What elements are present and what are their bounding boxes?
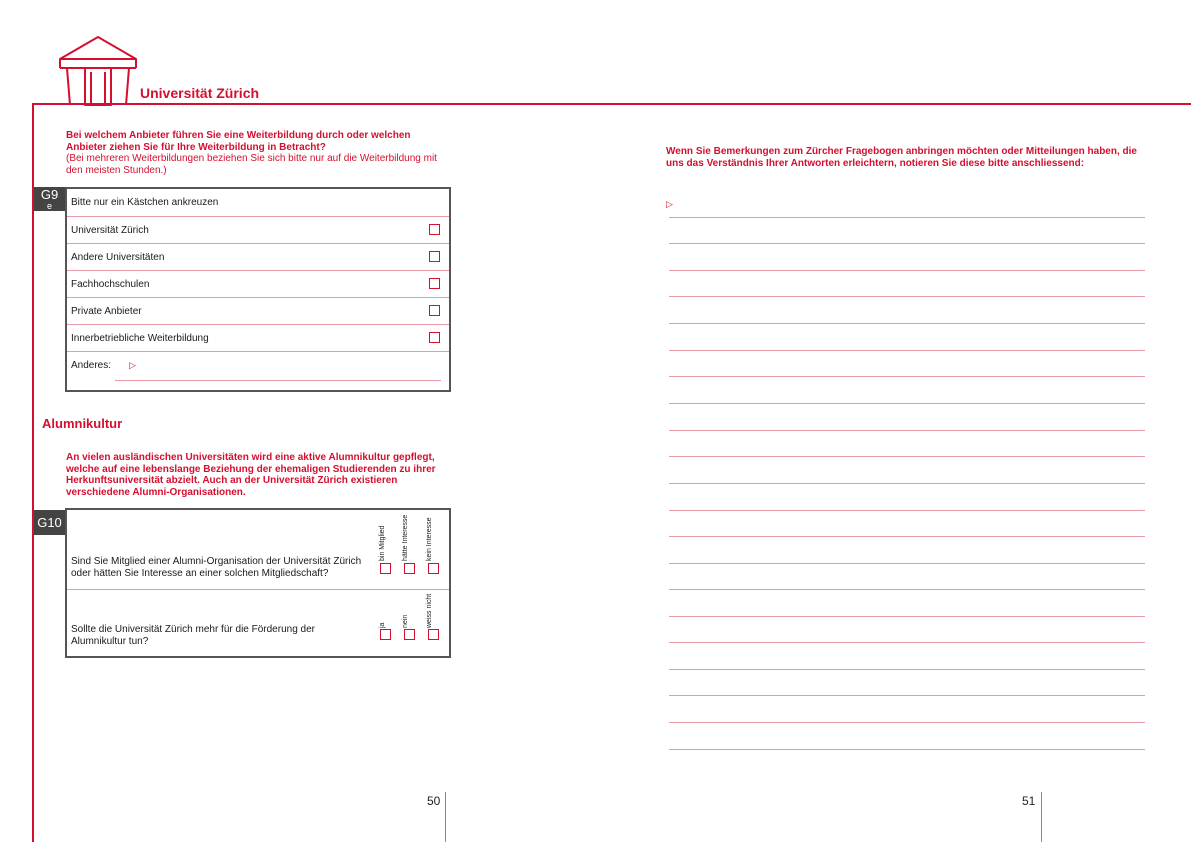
- university-building-icon: [57, 35, 139, 107]
- g9-option-row: [67, 297, 449, 325]
- section-title-alumni: Alumnikultur: [42, 416, 123, 431]
- remarks-line[interactable]: [669, 376, 1145, 377]
- g10-q1-checkbox[interactable]: [404, 563, 415, 574]
- remarks-line[interactable]: [669, 270, 1145, 271]
- g9-option-label: Innerbetriebliche Weiterbildung: [71, 333, 209, 344]
- g10-q1-checkbox[interactable]: [380, 563, 391, 574]
- g9-option-row: [67, 324, 449, 352]
- g9-other-input-line[interactable]: [115, 380, 441, 381]
- g10-divider: [67, 589, 449, 590]
- g10-q2-option-label: ja: [379, 622, 386, 628]
- g9-option-checkbox[interactable]: [429, 305, 440, 316]
- remarks-line[interactable]: [669, 296, 1145, 297]
- remarks-line[interactable]: [669, 589, 1145, 590]
- remarks-line[interactable]: [669, 323, 1145, 324]
- remarks-line[interactable]: [669, 403, 1145, 404]
- g10-box: [65, 508, 451, 658]
- g9-box: [65, 187, 451, 392]
- arrow-icon: ▷: [129, 360, 136, 370]
- g9-option-checkbox[interactable]: [429, 278, 440, 289]
- remarks-line[interactable]: [669, 749, 1145, 750]
- remarks-line[interactable]: [669, 350, 1145, 351]
- g9-instruction-row: [67, 189, 449, 216]
- g10-q2-checkbox[interactable]: [404, 629, 415, 640]
- g10-q1-text: Sind Sie Mitglied einer Alumni-Organisation der Universität Zürich oder hätten Sie Interesse an einer solchen Mitgliedschaft?: [71, 556, 362, 579]
- remarks-line[interactable]: [669, 722, 1145, 723]
- brand-title: Universität Zürich: [140, 85, 260, 101]
- page-number-left: 50: [427, 794, 441, 808]
- g9-other-row: [67, 351, 449, 389]
- remarks-line[interactable]: [669, 669, 1145, 670]
- g9-option-label: Universität Zürich: [71, 225, 149, 236]
- alumni-intro: An vielen ausländischen Universitäten wird eine aktive Alumnikultur gepflegt, welche auf eine lebenslange Beziehung der ehemaligen Studierenden zu ihrer Herkunftsuniversität abzielt. Auch an der Universität Zürich existieren verschiedene Alumni-Organisationen.: [66, 452, 436, 498]
- remarks-line[interactable]: [669, 430, 1145, 431]
- g9-option-row: [67, 270, 449, 298]
- g9-option-checkbox[interactable]: [429, 251, 440, 262]
- g9-instruction: Bitte nur ein Kästchen ankreuzen: [71, 197, 219, 208]
- g10-q2-checkbox[interactable]: [380, 629, 391, 640]
- g9-option-label: Andere Universitäten: [71, 252, 165, 263]
- remarks-line[interactable]: [669, 483, 1145, 484]
- g9-other-label: Anderes:: [71, 360, 112, 371]
- left-margin-rule: [32, 104, 34, 842]
- g9-option-label: Fachhochschulen: [71, 279, 150, 290]
- g9-option-label: Private Anbieter: [71, 306, 142, 317]
- g10-q2-option-label: nein: [402, 614, 409, 628]
- remarks-intro: Wenn Sie Bemerkungen zum Zürcher Fragebogen anbringen möchten oder Mitteilungen haben, die uns das Verständnis Ihrer Antworten erleichtern, notieren Sie diese bitte anschliessend:: [666, 146, 1137, 169]
- page-divider: [1041, 792, 1042, 842]
- g10-q2-checkbox[interactable]: [428, 629, 439, 640]
- g9-intro: [66, 130, 451, 176]
- g9-note: (Bei mehreren Weiterbildungen beziehen Sie sich bitte nur auf die Weiterbildung mit den meisten Stunden.): [66, 153, 437, 176]
- g9-tag-label: G9: [40, 187, 59, 202]
- g10-tag: G10: [34, 510, 65, 535]
- g9-option-checkbox[interactable]: [429, 332, 440, 343]
- page-divider: [445, 792, 446, 842]
- g9-option-row: [67, 243, 449, 271]
- g9-option-row: [67, 216, 449, 244]
- page-number-right: 51: [1022, 794, 1036, 808]
- remarks-line[interactable]: [669, 695, 1145, 696]
- g10-q1-option-label: kein Interesse: [426, 517, 433, 561]
- g9-tag: [34, 187, 65, 211]
- remarks-line[interactable]: [669, 536, 1145, 537]
- arrow-icon: ▷: [666, 199, 673, 209]
- header-rule: [32, 103, 1191, 105]
- g10-q1-option-label: bin Mitglied: [379, 525, 386, 561]
- g10-q1-option-label: hätte Interesse: [402, 514, 409, 561]
- g9-tag-sub: e: [46, 201, 52, 211]
- remarks-line[interactable]: [669, 456, 1145, 457]
- g10-q1-checkbox[interactable]: [428, 563, 439, 574]
- g10-q2-option-label: weiss nicht: [426, 593, 433, 628]
- g9-question: Bei welchem Anbieter führen Sie eine Weiterbildung durch oder welchen Anbieter ziehen Sie für Ihre Weiterbildung in Betracht?: [66, 130, 411, 153]
- remarks-line[interactable]: [669, 510, 1145, 511]
- remarks-line[interactable]: [669, 217, 1145, 218]
- remarks-line[interactable]: [669, 243, 1145, 244]
- remarks-line[interactable]: [669, 642, 1145, 643]
- remarks-line[interactable]: [669, 616, 1145, 617]
- remarks-line[interactable]: [669, 563, 1145, 564]
- g9-option-checkbox[interactable]: [429, 224, 440, 235]
- g10-q2-text: Sollte die Universität Zürich mehr für die Förderung der Alumnikultur tun?: [71, 624, 315, 647]
